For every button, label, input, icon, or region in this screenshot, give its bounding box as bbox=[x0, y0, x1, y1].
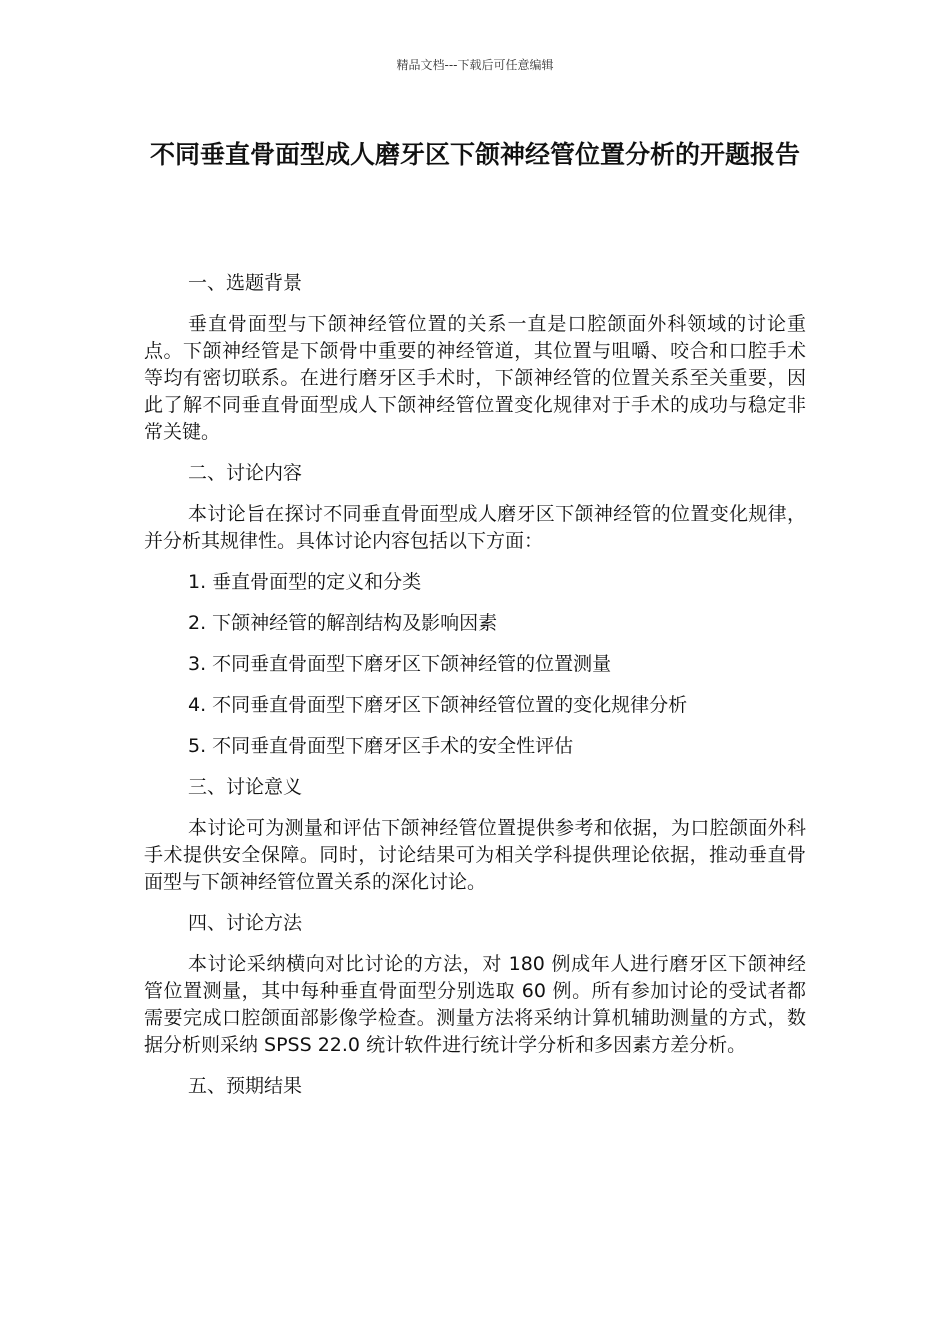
section-heading: 一、选题背景 bbox=[188, 272, 303, 294]
section-paragraph: 本讨论可为测量和评估下颌神经管位置提供参考和依据，为口腔颌面外科手术提供安全保障。同时，讨论结果可为相关学科提供理论依据，推动垂直骨面型与下颌神经管位置关系的深化讨论。 bbox=[144, 817, 806, 893]
section-expected-results bbox=[144, 1073, 806, 1100]
section-heading: 四、讨论方法 bbox=[188, 912, 303, 934]
section-paragraph: 本讨论旨在探讨不同垂直骨面型成人磨牙区下颌神经管的位置变化规律，并分析其规律性。具体讨论内容包括以下方面： bbox=[144, 503, 806, 552]
section-significance bbox=[144, 774, 806, 896]
list-item: 1. 垂直骨面型的定义和分类 bbox=[188, 571, 422, 593]
content-list bbox=[144, 569, 806, 760]
section-background bbox=[144, 270, 806, 446]
page-header: 精品文档---下载后可任意编辑 bbox=[396, 58, 554, 72]
section-paragraph: 垂直骨面型与下颌神经管位置的关系一直是口腔颌面外科领域的讨论重点。下颌神经管是下颌骨中重要的神经管道，其位置与咀嚼、咬合和口腔手术等均有密切联系。在进行磨牙区手术时，下颌神经管的位置关系至关重要，因此了解不同垂直骨面型成人下颌神经管位置变化规律对于手术的成功与稳定非常关键。 bbox=[144, 313, 806, 443]
list-item: 4. 不同垂直骨面型下磨牙区下颌神经管位置的变化规律分析 bbox=[188, 694, 688, 716]
list-item: 2. 下颌神经管的解剖结构及影响因素 bbox=[188, 612, 498, 634]
document-title: 不同垂直骨面型成人磨牙区下颌神经管位置分析的开题报告 bbox=[149, 140, 800, 169]
section-paragraph: 本讨论采纳横向对比讨论的方法，对 180 例成年人进行磨牙区下颌神经管位置测量，其中每种垂直骨面型分别选取 60 例。所有参加讨论的受试者都需要完成口腔颌面部影像学检查。测量方法将采纳计算机辅助测量的方式，数据分析则采纳 SPSS 22.0 统计软件进行统计学分析和多因素方差分析。 bbox=[144, 953, 806, 1056]
section-heading: 二、讨论内容 bbox=[188, 462, 303, 484]
section-heading: 五、预期结果 bbox=[188, 1075, 303, 1097]
list-item: 5. 不同垂直骨面型下磨牙区手术的安全性评估 bbox=[188, 735, 574, 757]
section-methods bbox=[144, 910, 806, 1059]
list-item: 3. 不同垂直骨面型下磨牙区下颌神经管的位置测量 bbox=[188, 653, 612, 675]
section-heading: 三、讨论意义 bbox=[188, 776, 303, 798]
document-body bbox=[144, 270, 806, 1114]
section-content bbox=[144, 460, 806, 760]
